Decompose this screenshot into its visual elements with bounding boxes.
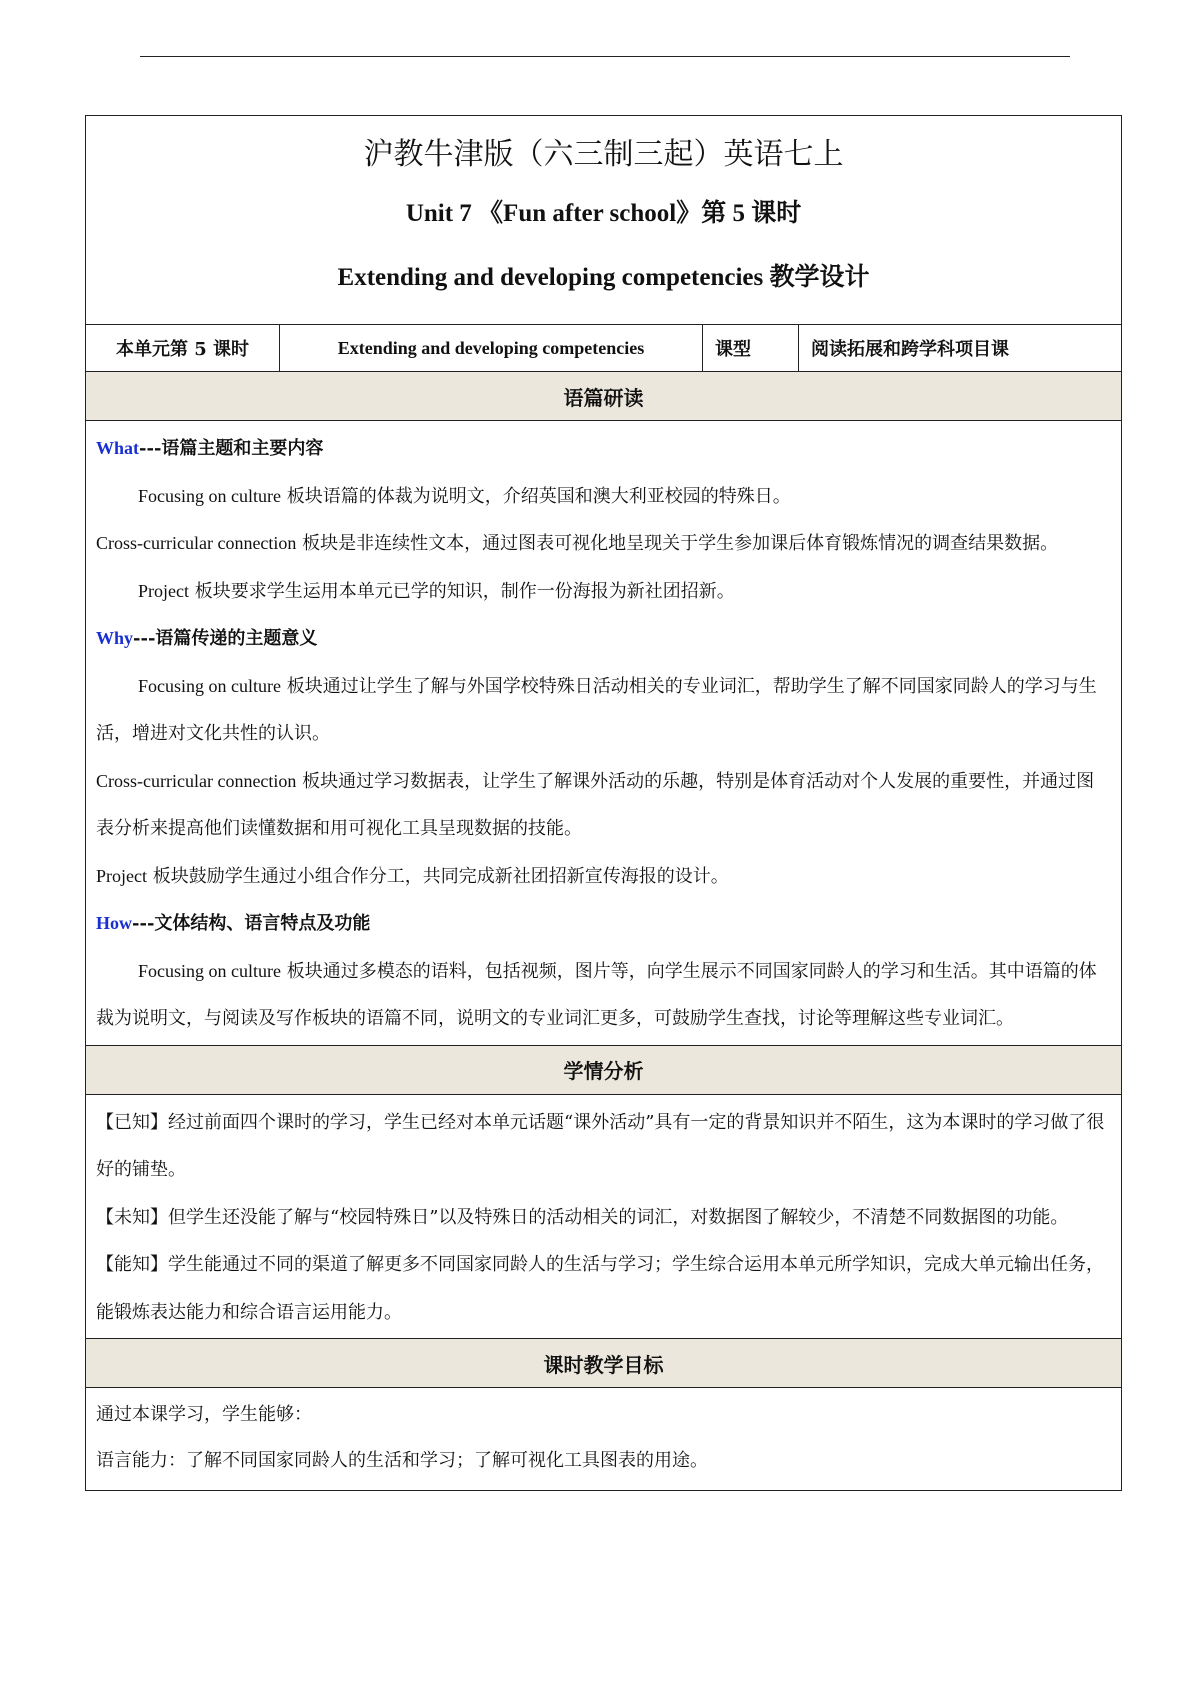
- what-paragraph-2: Cross-curricular connection 板块是非连续性文本，通过图表可视化地呈现关于学生参加课后体育锻炼情况的调查结果数据。: [96, 533, 1059, 554]
- why-paragraph-1: Focusing on culture 板块通过让学生了解与外国学校特殊日活动相关的专业词汇，帮助学生了解不同国家同龄人的学习与生活，增进对文化共性的认识。: [96, 675, 1097, 744]
- title-row: [86, 116, 1122, 325]
- unknown-paragraph: 【未知】但学生还没能了解与“校园特殊日”以及特殊日的活动相关的词汇，对数据图了解较少，不清楚不同数据图的功能。: [96, 1206, 1069, 1228]
- objectives-intro: 通过本课学习，学生能够：: [96, 1404, 312, 1425]
- learner-analysis-row: [86, 1094, 1122, 1339]
- learner-analysis-cell: [86, 1094, 1122, 1339]
- lesson-name-cell: Extending and developing competencies: [280, 325, 703, 372]
- objectives-cell: [86, 1388, 1122, 1491]
- why-paragraph-3: Project 板块鼓励学生通过小组合作分工，共同完成新社团招新宣传海报的设计。: [96, 865, 729, 887]
- how-paragraph-1: Focusing on culture 板块通过多模态的语料，包括视频，图片等，向学生展示不同国家同龄人的学习和生活。其中语篇的体裁为说明文，与阅读及写作板块的语篇不同，说明文的专业词汇更多，可鼓励学生查找，讨论等理解这些专业词汇。: [96, 960, 1097, 1029]
- lesson-number-cell: 本单元第 5 课时: [86, 325, 280, 372]
- why-paragraph-2: Cross-curricular connection 板块通过学习数据表，让学生了解课外活动的乐趣，特别是体育活动对个人发展的重要性，并通过图表分析来提高他们读懂数据和用可视化工具呈现数据的技能。: [96, 770, 1095, 839]
- known-paragraph: 【已知】经过前面四个课时的学习，学生已经对本单元话题“课外活动”具有一定的背景知识并不陌生，这为本课时的学习做了很好的铺垫。: [96, 1111, 1105, 1180]
- what-label: What---语篇主题和主要内容: [96, 438, 324, 459]
- what-paragraph-3: Project 板块要求学生运用本单元已学的知识，制作一份海报为新社团招新。: [138, 580, 735, 602]
- objective-language: 语言能力：了解不同国家同龄人的生活和学习；了解可视化工具图表的用途。: [96, 1450, 708, 1471]
- type-label-cell: 课型: [703, 325, 799, 372]
- objectives-row: [86, 1388, 1122, 1491]
- lesson-plan-table: [85, 115, 1122, 1491]
- document-title: 沪教牛津版（六三制三起）英语七上: [363, 137, 844, 172]
- header-rule: [140, 56, 1070, 57]
- type-value-cell: 阅读拓展和跨学科项目课: [799, 325, 1122, 372]
- section-heading-text-analysis: 语篇研读: [86, 372, 1122, 421]
- how-label: How---文体结构、语言特点及功能: [96, 913, 371, 934]
- section-heading-row: [86, 372, 1122, 421]
- what-paragraph-1: Focusing on culture 板块语篇的体裁为说明文，介绍英国和澳大利亚校园的特殊日。: [138, 485, 791, 507]
- section-heading-objectives: 课时教学目标: [86, 1339, 1122, 1388]
- section-heading-learner-analysis: 学情分析: [86, 1045, 1122, 1094]
- meta-row: [86, 325, 1122, 372]
- why-label: Why---语篇传递的主题意义: [96, 628, 318, 649]
- section-heading-row: [86, 1339, 1122, 1388]
- able-paragraph: 【能知】学生能通过不同的渠道了解更多不同国家同龄人的生活与学习；学生综合运用本单元所学知识，完成大单元输出任务，能锻炼表达能力和综合语言运用能力。: [96, 1254, 1104, 1323]
- text-analysis-cell: [86, 421, 1122, 1046]
- lesson-title: Extending and developing competencies 教学设计: [337, 264, 870, 291]
- unit-title: Unit 7 《Fun after school》第 5 课时: [405, 200, 802, 227]
- text-analysis-row: [86, 421, 1122, 1046]
- section-heading-row: [86, 1045, 1122, 1094]
- title-cell: [86, 116, 1122, 325]
